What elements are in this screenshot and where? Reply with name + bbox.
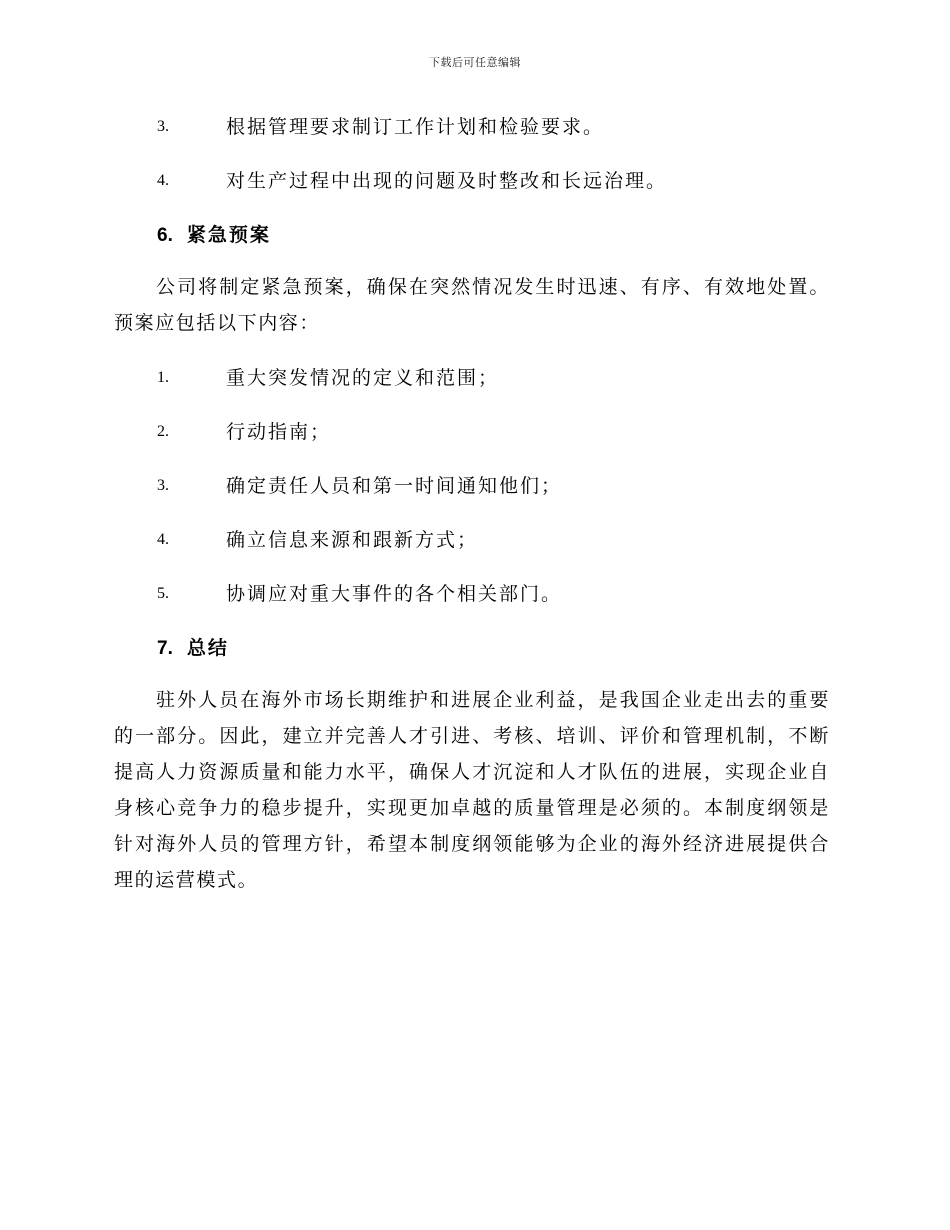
section-title: 紧急预案 [186, 224, 271, 246]
section-number: 6. [157, 225, 173, 246]
section-heading-6 [157, 220, 271, 250]
list-text: 行动指南； [226, 421, 332, 443]
page-header: 下载后可任意编辑 [429, 56, 521, 69]
section-number: 7. [157, 638, 173, 659]
list-number: 1. [157, 369, 169, 386]
list-text: 对生产过程中出现的问题及时整改和长远治理。 [226, 170, 668, 192]
list-text: 协调应对重大事件的各个相关部门。 [226, 583, 563, 605]
section-7-paragraph: 驻外人员在海外市场长期维护和进展企业利益，是我国企业走出去的重要的一部分。因此，建立并完善人才引进、考核、培训、评价和管理机制，不断提高人力资源质量和能力水平，确保人才沉淀和人才队伍的进展，实现企业自身核心竞争力的稳步提升，实现更加卓越的质量管理是必须的。本制度纲领是针对海外人员的管理方针，希望本制度纲领能够为企业的海外经济进展提供合理的运营模式。 [114, 689, 830, 891]
section-heading-7 [157, 633, 229, 663]
list-number: 2. [157, 423, 169, 440]
list-number: 3. [157, 477, 169, 494]
list-text: 确立信息来源和跟新方式； [226, 529, 479, 551]
list-text: 确定责任人员和第一时间通知他们； [226, 475, 563, 497]
list-number: 3. [157, 118, 169, 135]
list-text: 重大突发情况的定义和范围； [226, 367, 500, 389]
list-number: 5. [157, 585, 169, 602]
section-6-paragraph: 公司将制定紧急预案，确保在突然情况发生时迅速、有序、有效地处置。预案应包括以下内容： [114, 276, 830, 334]
list-text: 根据管理要求制订工作计划和检验要求。 [226, 116, 605, 138]
list-number: 4. [157, 172, 169, 189]
list-number: 4. [157, 531, 169, 548]
section-title: 总结 [186, 637, 229, 659]
